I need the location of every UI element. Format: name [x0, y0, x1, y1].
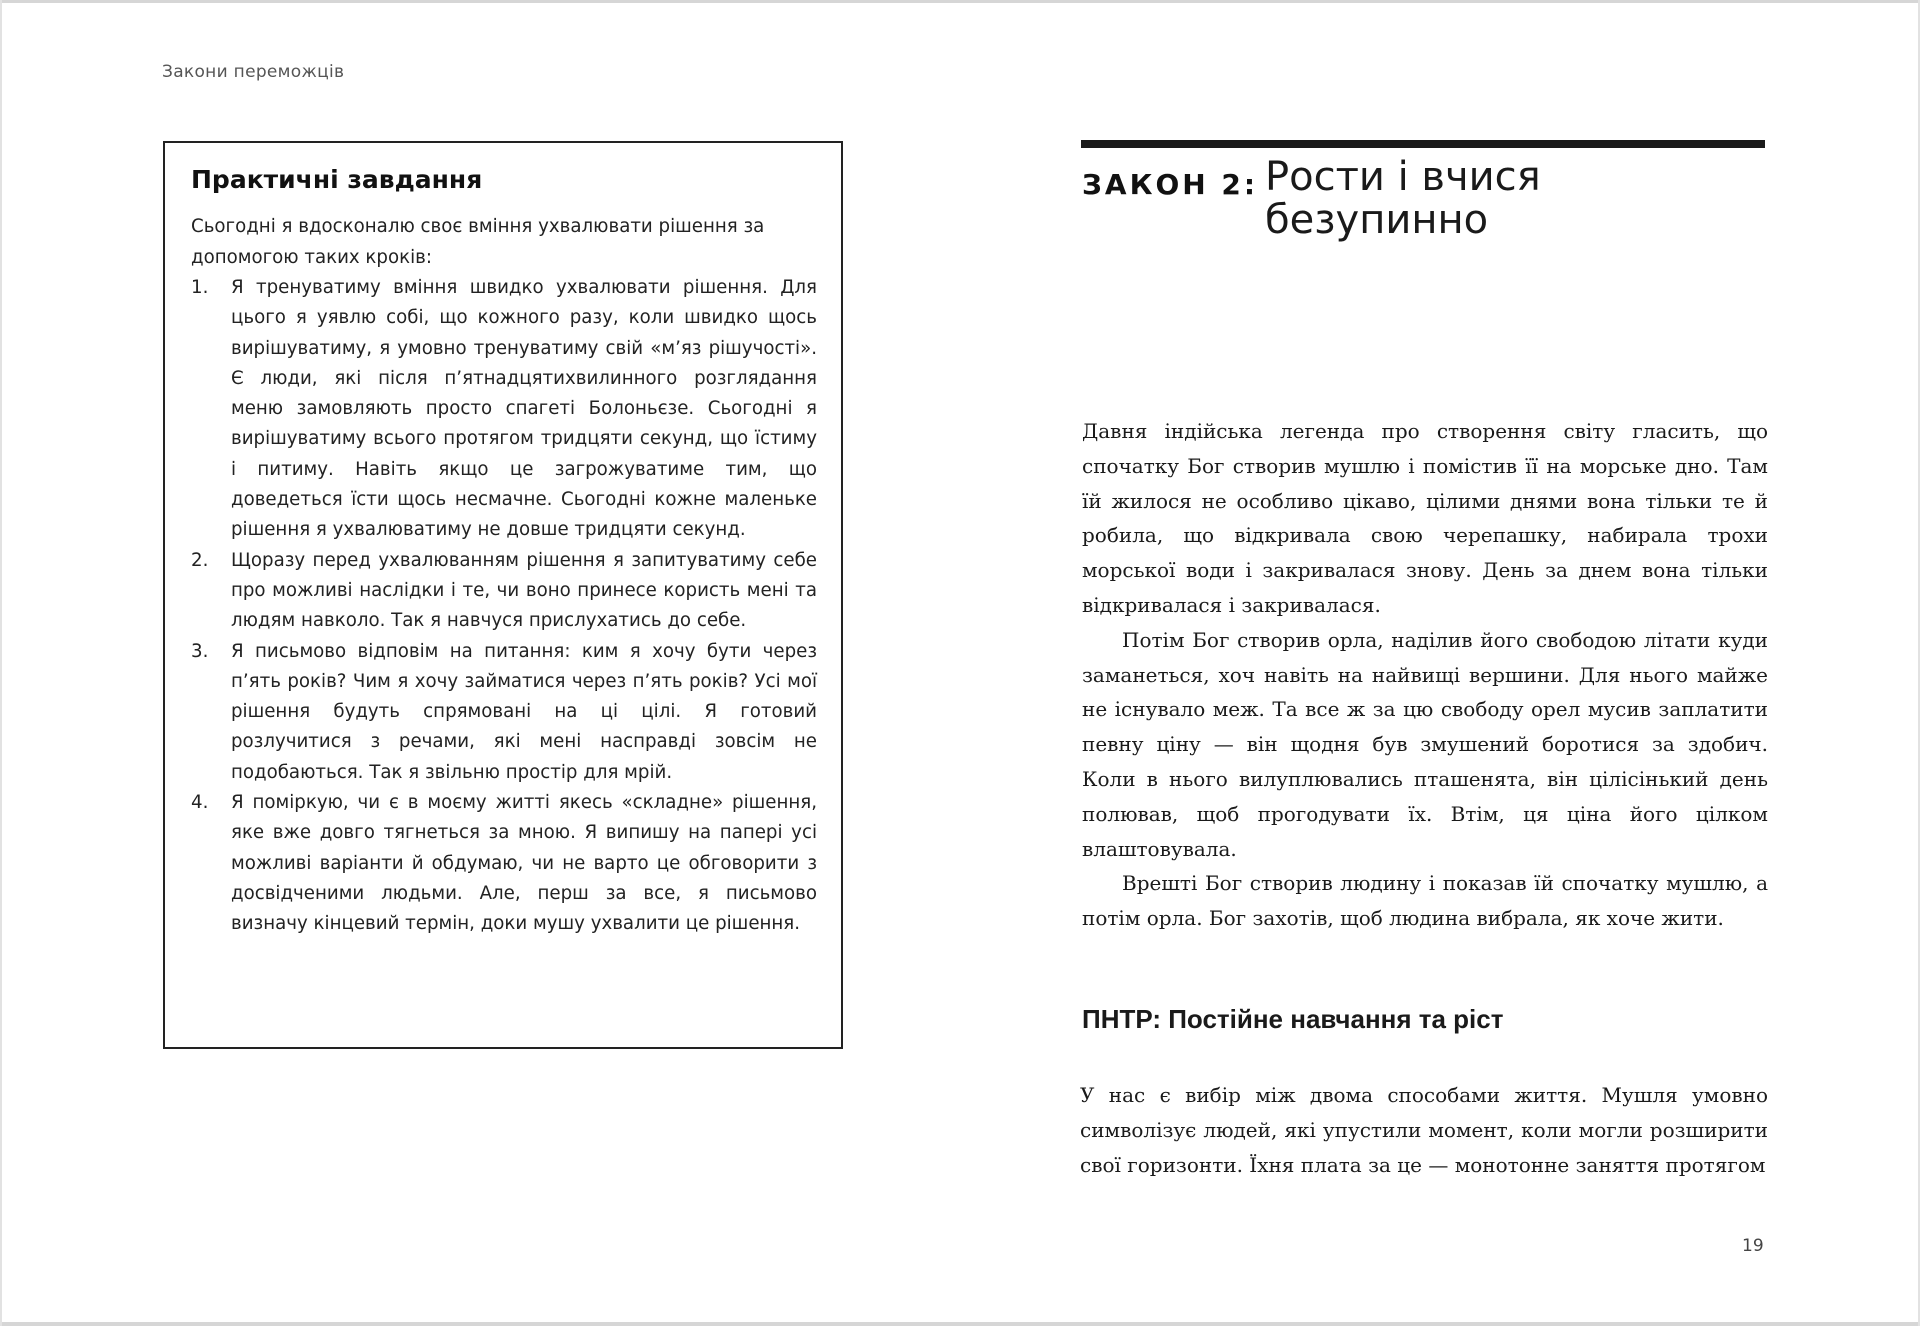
- viewer-frame-left: [0, 0, 2, 1326]
- viewer-frame-bottom: [0, 1322, 1920, 1326]
- chapter-title-line-2: безупинно: [1265, 197, 1489, 243]
- story-paragraph: Потім Бог створив орла, наділив його свободою літати куди заманеться, хоч навіть на найвищі вершини. Для нього майже не існувало меж. Та все ж за цю свободу орел мусив заплатити певну ціну — він щодня був змушений боротися за здобич. Коли в нього вилуплювались пташенята, він цілісінький день полював, щоб прогодувати їх. Втім, ця ціна його цілком влаштовувала.: [1082, 627, 1768, 861]
- viewer-frame-top: [0, 0, 1920, 3]
- story-paragraph: Давня індійська легенда про створення світу гласить, що спочатку Бог створив мушлю і помістив її на морське дно. Там їй жилося не особливо цікаво, цілими днями вона тільки те й робила, що відкривала свою черепашку, набирала трохи морської води і закривалася знову. День за днем вона тільки відкривалася і закривалася.: [1082, 419, 1768, 617]
- page-number: 19: [1742, 1236, 1764, 1256]
- chapter-rule: [1081, 140, 1765, 148]
- task-item: [191, 546, 817, 637]
- chapter-title: [1265, 156, 1541, 242]
- law-label: ЗАКОН 2:: [1082, 168, 1259, 201]
- story-paragraph: Врешті Бог створив людину і показав їй спочатку мушлю, а потім орла. Бог захотів, щоб людина вибрала, як хоче жити.: [1082, 871, 1768, 931]
- running-header: Закони переможців: [162, 62, 345, 82]
- legend-text: [1082, 414, 1768, 936]
- task-item-number: 1.: [191, 277, 209, 298]
- task-item-text: Я тренуватиму вміння швидко ухвалювати рішення. Для цього я уявлю собі, що кожного разу, коли швидко щось вирішуватиму, я умовно тренуватиму свій «м’яз рішучості». Є люди, які після п’ятнадцятихвилинного розглядання меню замовляють просто спагеті Болоньєзе. Сьогодні я вирішуватиму всього протягом тридцяти секунд, що їстиму і питиму. Навіть якщо це загрожуватиме тим, що доведеться їсти щось несмачне. Сьогодні кожне маленьке рішення я ухвалюватиму не довше тридцяти секунд.: [231, 277, 817, 541]
- task-item: [191, 273, 817, 546]
- practice-tasks-intro: Сьогодні я вдосконалю своє вміння ухвалювати рішення за допомогою таких кроків:: [191, 216, 765, 268]
- practice-tasks-box: [163, 141, 843, 1049]
- task-item-text: Щоразу перед ухвалюванням рішення я запитуватиму себе про можливі наслідки і те, чи воно принесе користь мені та людям навколо. Так я навчуся прислухатись до себе.: [231, 549, 817, 632]
- practice-tasks-title: Практичні завдання: [191, 165, 483, 194]
- task-item-number: 4.: [191, 792, 209, 814]
- task-item-number: 3.: [191, 640, 209, 662]
- task-item: [191, 637, 817, 788]
- section-paragraph: У нас є вибір між двома способами життя. Мушля умовно символізує людей, які упустили момент, коли могли розширити свої горизонти. Їхня плата за це — монотонне заняття протягом: [1080, 1083, 1768, 1177]
- task-item-number: 2.: [191, 549, 209, 571]
- practice-tasks-list: [191, 273, 817, 940]
- task-item-text: Я письмово відповім на питання: ким я хочу бути через п’ять років? Чим я хочу займатися через п’ять років? Усі мої рішення будуть спрямовані на ці цілі. Я готовий розлучитися з речами, які мені насправді зовсім не подобаються. Так я звільню простір для мрій.: [231, 640, 817, 783]
- chapter-title-line-1: Рости і вчися: [1265, 154, 1541, 200]
- task-item-text: Я поміркую, чи є в моєму житті якесь «складне» рішення, яке вже довго тягнеться за мною. Я випишу на папері усі можливі варіанти й обдумаю, чи не варто це обговорити з досвідченими людьми. Але, перш за все, я письмово визначу кінцевий термін, доки мушу ухвалити це рішення.: [231, 792, 817, 935]
- section-heading: ПНТР: Постійне навчання та ріст: [1082, 1004, 1504, 1034]
- task-item: [191, 788, 817, 939]
